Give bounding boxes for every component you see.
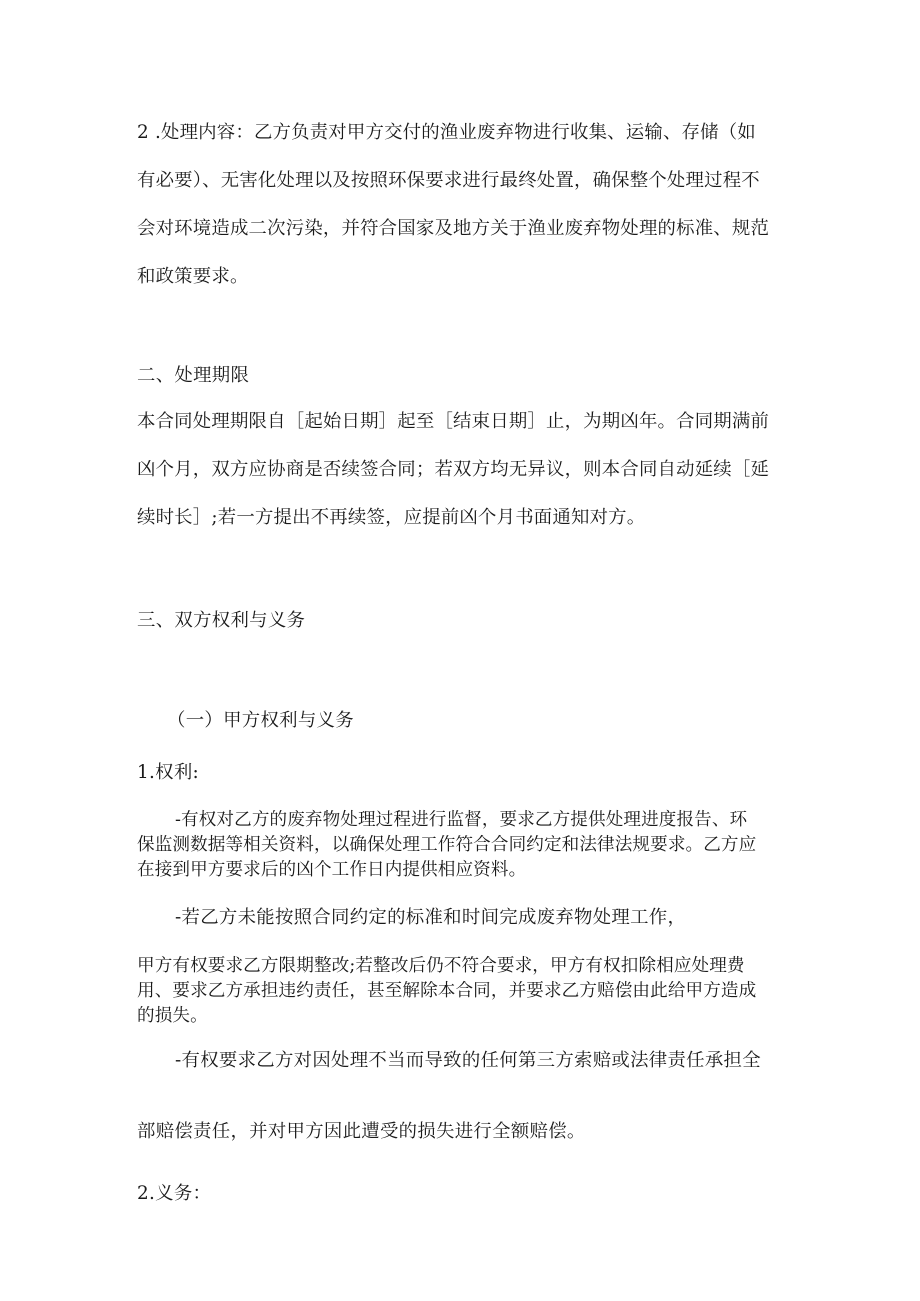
paragraph-line: 2 .处理内容：乙方负责对甲方交付的渔业废弃物进行收集、运输、存储（如 (137, 122, 756, 143)
paragraph-line: 本合同处理期限自［起始日期］起至［结束日期］止，为期凶年。合同期满前 (137, 411, 770, 432)
paragraph-line: 和政策要求。 (137, 266, 249, 287)
paragraph-line: 甲方有权要求乙方限期整改;若整改后仍不符合要求，甲方有权扣除相应处理费 (137, 956, 745, 976)
paragraph-line: 会对环境造成二次污染，并符合国家及地方关于渔业废弃物处理的标准、规范 (137, 218, 770, 239)
term-paragraph (137, 398, 787, 542)
rights-heading: 1.权利: (137, 762, 200, 783)
section-heading-rights-obligations: 三、双方权利与义务 (137, 610, 306, 631)
paragraph-line: 用、要求乙方承担违约责任，甚至解除本合同，并要求乙方赔偿由此给甲方造成 (137, 981, 757, 1002)
right-2-first-line: -若乙方未能按照合同约定的标准和时间完成废弃物处理工作， (175, 907, 687, 928)
right-3-continuation: 部赔偿责任，并对甲方因此遭受的损失进行全额赔偿。 (137, 1121, 586, 1142)
right-2-continuation (137, 954, 787, 1030)
right-3-first-line: -有权要求乙方对因处理不当而导致的任何第三方索赔或法律责任承担全 (175, 1050, 761, 1071)
paragraph-line: -有权对乙方的废弃物处理过程进行监督，要求乙方提供处理进度报告、环 (175, 810, 748, 830)
subsection-heading-party-a: （一）甲方权利与义务 (167, 710, 354, 731)
paragraph-line: 保监测数据等相关资料，以确保处理工作符合合同约定和法律法规要求。乙方应 (137, 835, 757, 856)
paragraph-line: 在接到甲方要求后的凶个工作日内提供相应资料。 (137, 860, 527, 881)
paragraph-line: 有必要）、无害化处理以及按照环保要求进行最终处置，确保整个处理过程不 (137, 170, 760, 191)
section-heading-term: 二、处理期限 (137, 365, 250, 386)
processing-content-paragraph (137, 109, 787, 301)
paragraph-line: 凶个月，双方应协商是否续签合同；若双方均无异议，则本合同自动延续［延 (137, 459, 770, 480)
paragraph-line: 的损失。 (137, 1006, 208, 1027)
right-1-paragraph (137, 808, 787, 884)
paragraph-line: 续时长］;若一方提出不再续签，应提前凶个月书面通知对方。 (137, 507, 646, 528)
duties-heading: 2.义务： (137, 1183, 212, 1204)
